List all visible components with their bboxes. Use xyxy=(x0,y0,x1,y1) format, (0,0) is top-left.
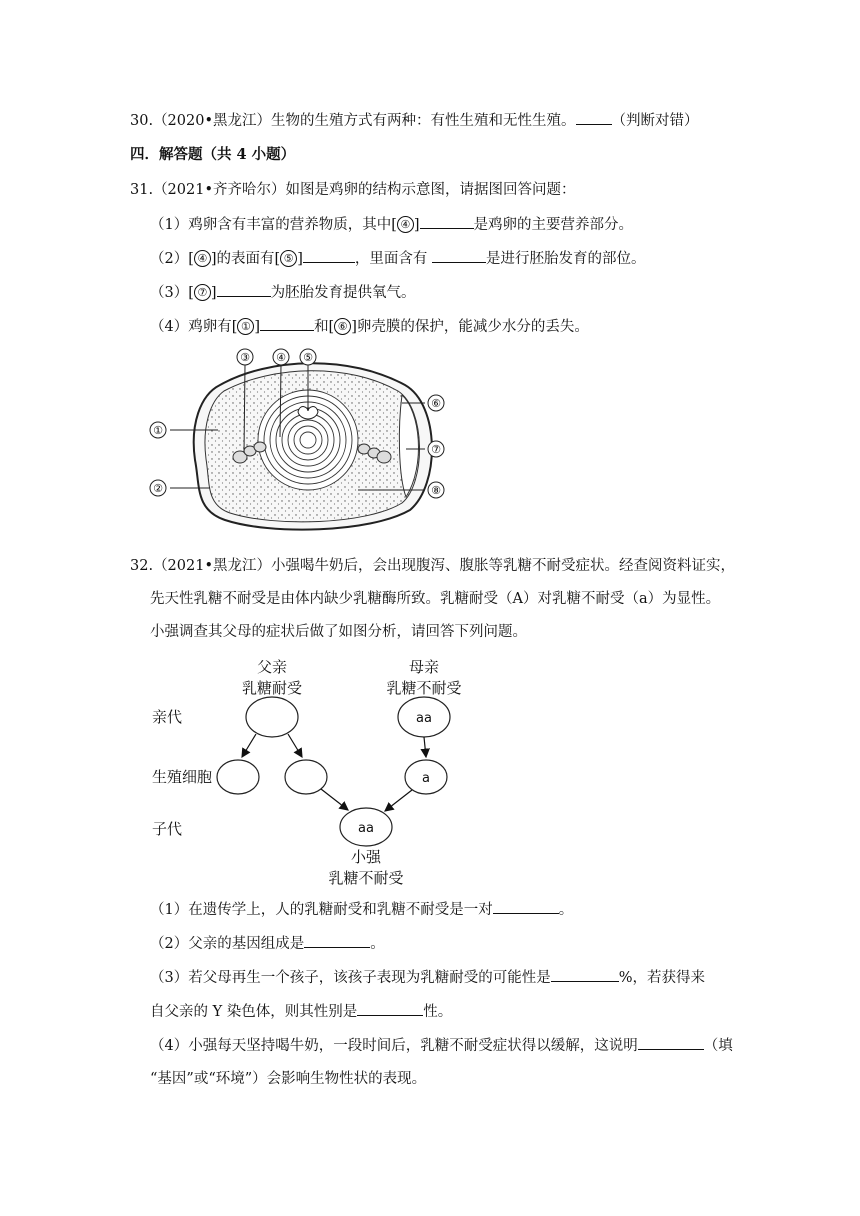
question-31-stem xyxy=(130,180,576,200)
part-text: （2）[ xyxy=(150,251,194,267)
label-6: ⑥ xyxy=(431,397,441,410)
father-trait: 乳糖耐受 xyxy=(241,679,303,697)
part-text: （2）父亲的基因组成是 xyxy=(150,936,305,952)
part-text: ] xyxy=(210,285,217,301)
part-text: ，里面含有 xyxy=(354,251,432,267)
part-text: ]的表面有[ xyxy=(210,251,281,267)
part-text: ] xyxy=(413,217,420,233)
inheritance-arrows xyxy=(242,734,426,811)
circled-number: ⑥ xyxy=(334,318,351,335)
part-text: （3）若父母再生一个孩子，该孩子表现为乳糖耐受的可能性是 xyxy=(150,970,551,986)
part-text: ] xyxy=(297,251,303,267)
question-text: 如图是鸡卵的结构示意图，请据图回答问题： xyxy=(285,182,576,198)
question-source: （2021•齐齐哈尔） xyxy=(153,182,286,198)
answer-blank[interactable] xyxy=(420,214,474,229)
child-name: 小强 xyxy=(350,848,382,866)
answer-blank[interactable] xyxy=(432,248,486,263)
part-text: （填 xyxy=(703,1038,733,1054)
question-31-part-4 xyxy=(150,316,589,337)
child-trait: 乳糖不耐受 xyxy=(328,869,404,887)
answer-blank[interactable] xyxy=(260,316,314,331)
answer-blank[interactable] xyxy=(303,248,355,263)
question-32-part-4-cont: “基因”或“环境”）会影响生物性状的表现。 xyxy=(150,1071,427,1087)
answer-blank[interactable] xyxy=(217,282,271,297)
question-32-part-3 xyxy=(150,967,705,988)
question-text: 生物的生殖方式有两种：有性生殖和无性生殖。 xyxy=(271,113,576,129)
question-number: 30. xyxy=(130,113,154,129)
question-text: 小强喝牛奶后，会出现腹泻、腹胀等乳糖不耐受症状。经查阅资料证实， xyxy=(271,558,736,574)
circled-number: ① xyxy=(237,318,254,335)
part-text: 为胚胎发育提供氧气。 xyxy=(270,285,416,301)
question-30 xyxy=(130,110,699,131)
answer-blank[interactable] xyxy=(551,967,619,982)
question-32-line-2: 先天性乳糖不耐受是由体内缺少乳糖酶所致。乳糖耐受（A）对乳糖不耐受（a）为显性。 xyxy=(150,591,721,607)
part-text: 自父亲的 Y 染色体，则其性别是 xyxy=(150,1004,358,1020)
question-31-part-1 xyxy=(150,214,633,235)
answer-blank[interactable] xyxy=(576,110,612,125)
label-4: ④ xyxy=(276,351,286,364)
part-text: %，若获得来 xyxy=(618,970,706,986)
mother-trait: 乳糖不耐受 xyxy=(386,679,462,697)
answer-blank[interactable] xyxy=(493,899,559,914)
question-31-part-3 xyxy=(150,282,416,303)
part-text: 。 xyxy=(558,902,574,918)
part-text: ]卵壳膜的保护，能减少水分的丢失。 xyxy=(351,319,589,335)
father-title: 父亲 xyxy=(256,658,288,676)
child-genotype: aa xyxy=(358,821,374,836)
question-32-part-1 xyxy=(150,899,573,920)
part-text: （4）小强每天坚持喝牛奶，一段时间后，乳糖不耐受症状得以缓解，这说明 xyxy=(150,1038,638,1054)
mother-gamete-genotype: a xyxy=(422,771,430,786)
question-number: 31. xyxy=(130,182,154,198)
question-32-part-2 xyxy=(150,933,385,954)
question-32-part-3-cont xyxy=(150,1001,452,1022)
part-text: 性。 xyxy=(423,1004,453,1020)
label-7: ⑦ xyxy=(431,443,441,456)
father-gamete-2[interactable] xyxy=(285,760,327,794)
question-suffix: （判断对错） xyxy=(611,113,699,129)
part-text: ] xyxy=(254,319,261,335)
answer-blank[interactable] xyxy=(638,1035,704,1050)
mother-title: 母亲 xyxy=(408,658,440,676)
question-32-part-4 xyxy=(150,1035,733,1056)
part-text: （3）[ xyxy=(150,285,194,301)
label-1: ① xyxy=(153,424,163,437)
part-text: （1）在遗传学上，人的乳糖耐受和乳糖不耐受是一对 xyxy=(150,902,493,918)
father-gamete-1[interactable] xyxy=(217,760,259,794)
circled-number: ⑦ xyxy=(194,284,211,301)
circled-number: ④ xyxy=(194,250,211,267)
label-5: ⑤ xyxy=(303,351,313,364)
row-label-parent: 亲代 xyxy=(152,708,183,726)
egg-structure-diagram xyxy=(140,345,460,545)
label-2: ② xyxy=(153,482,163,495)
question-32-line-3: 小强调查其父母的症状后做了如图分析，请回答下列问题。 xyxy=(150,624,527,640)
row-label-gamete: 生殖细胞 xyxy=(152,768,213,786)
row-label-child: 子代 xyxy=(152,820,183,838)
part-text: 是进行胚胎发育的部位。 xyxy=(486,251,646,267)
question-32-line-1 xyxy=(130,556,735,576)
part-text: （4）鸡卵有[ xyxy=(150,319,238,335)
part-text: 和[ xyxy=(314,319,335,335)
section-title: 四．解答题（共 4 小题） xyxy=(130,146,296,163)
question-source: （2020•黑龙江） xyxy=(153,113,272,129)
part-text: 是鸡卵的主要营养部分。 xyxy=(473,217,634,233)
question-31-part-2 xyxy=(150,248,646,269)
part-text: （1）鸡卵含有丰富的营养物质，其中[ xyxy=(150,217,397,233)
circled-number: ⑤ xyxy=(280,250,297,267)
part-text: 。 xyxy=(370,936,385,952)
circled-number: ④ xyxy=(397,216,414,233)
label-8: ⑧ xyxy=(431,484,441,497)
question-number: 32. xyxy=(130,558,154,574)
answer-blank[interactable] xyxy=(304,933,370,948)
father-genotype-cell[interactable] xyxy=(246,697,298,737)
label-3: ③ xyxy=(240,351,250,364)
answer-blank[interactable] xyxy=(357,1001,423,1016)
inheritance-diagram xyxy=(150,650,470,890)
question-source: （2021•黑龙江） xyxy=(153,558,272,574)
mother-genotype: aa xyxy=(416,711,432,726)
